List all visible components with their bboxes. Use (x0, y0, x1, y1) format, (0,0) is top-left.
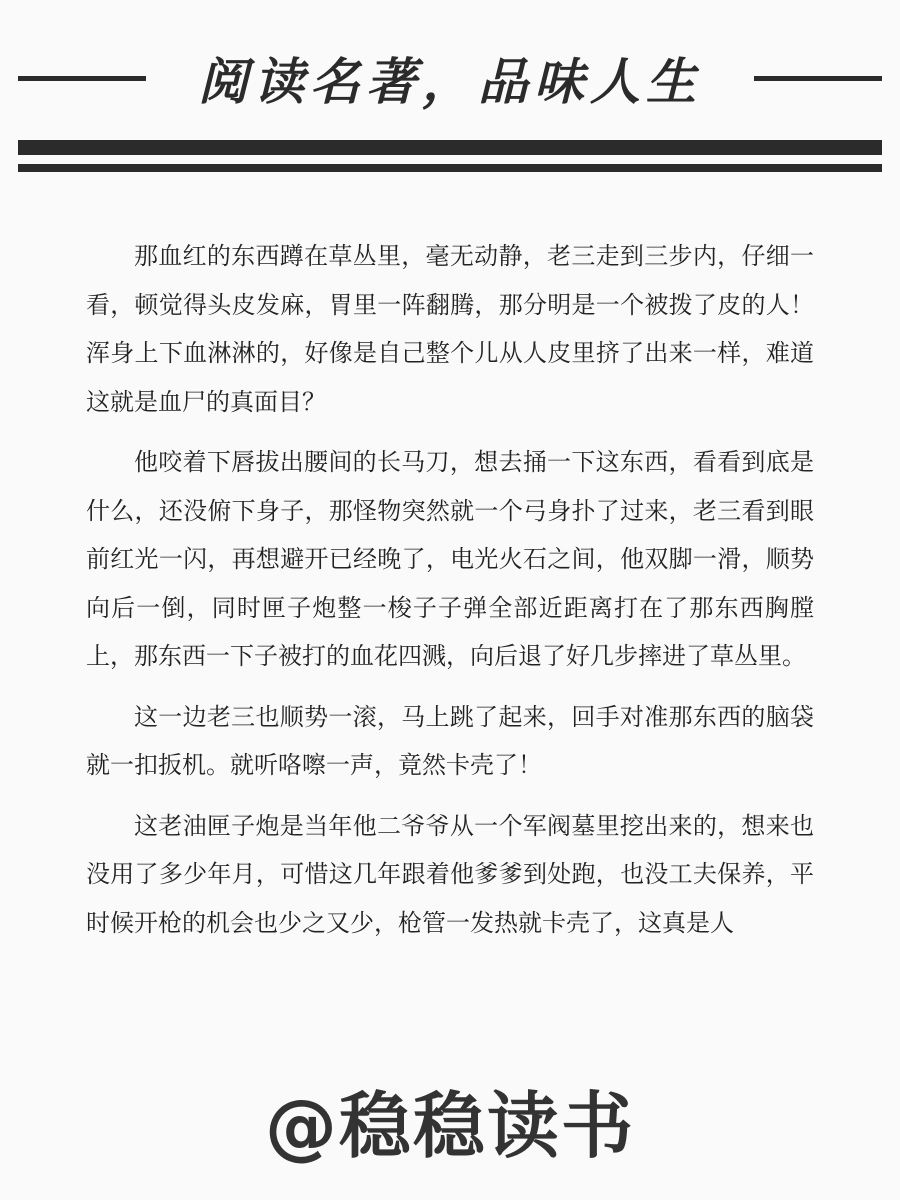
paragraph-1: 那血红的东西蹲在草丛里，毫无动静，老三走到三步内，仔细一看，顿觉得头皮发麻，胃里一阵翻腾，那分明是一个被拨了皮的人！浑身上下血淋淋的，好像是自己整个儿从人皮里挤了出来一样，难道这就是血尸的真面目？ (86, 242, 814, 416)
page-header (18, 40, 882, 120)
page-title: 阅读名著，品味人生 (198, 53, 702, 111)
author-watermark: @稳稳读书 (264, 1084, 635, 1168)
paragraph-3: 这一边老三也顺势一滚，马上跳了起来，回手对准那东西的脑袋就一扣扳机。就听咯嚓一声，竟然卡壳了！ (86, 702, 814, 779)
thin-divider-bar (18, 164, 882, 172)
header-divider-bars (18, 140, 882, 172)
thick-divider-bar (18, 140, 882, 155)
paragraph-2: 他咬着下唇拔出腰间的长马刀，想去捅一下这东西，看看到底是什么，还没俯下身子，那怪物突然就一个弓身扑了过来，老三看到眼前红光一闪，再想避开已经晚了，电光火石之间，他双脚一滑，顺势向后一倒，同时匣子炮整一梭子子弹全部近距离打在了那东西胸膛上，那东西一下子被打的血花四溅，向后退了好几步摔进了草丛里。 (86, 448, 814, 670)
header-left-rule (18, 76, 146, 81)
article-body (86, 232, 814, 959)
header-right-rule (754, 76, 882, 81)
paragraph-4: 这老油匣子炮是当年他二爷爷从一个军阀墓里挖出来的，想来也没用了多少年月，可惜这几年跟着他爹爹到处跑，也没工夫保养，平时候开枪的机会也少之又少，枪管一发热就卡壳了，这真是人 (86, 811, 814, 937)
